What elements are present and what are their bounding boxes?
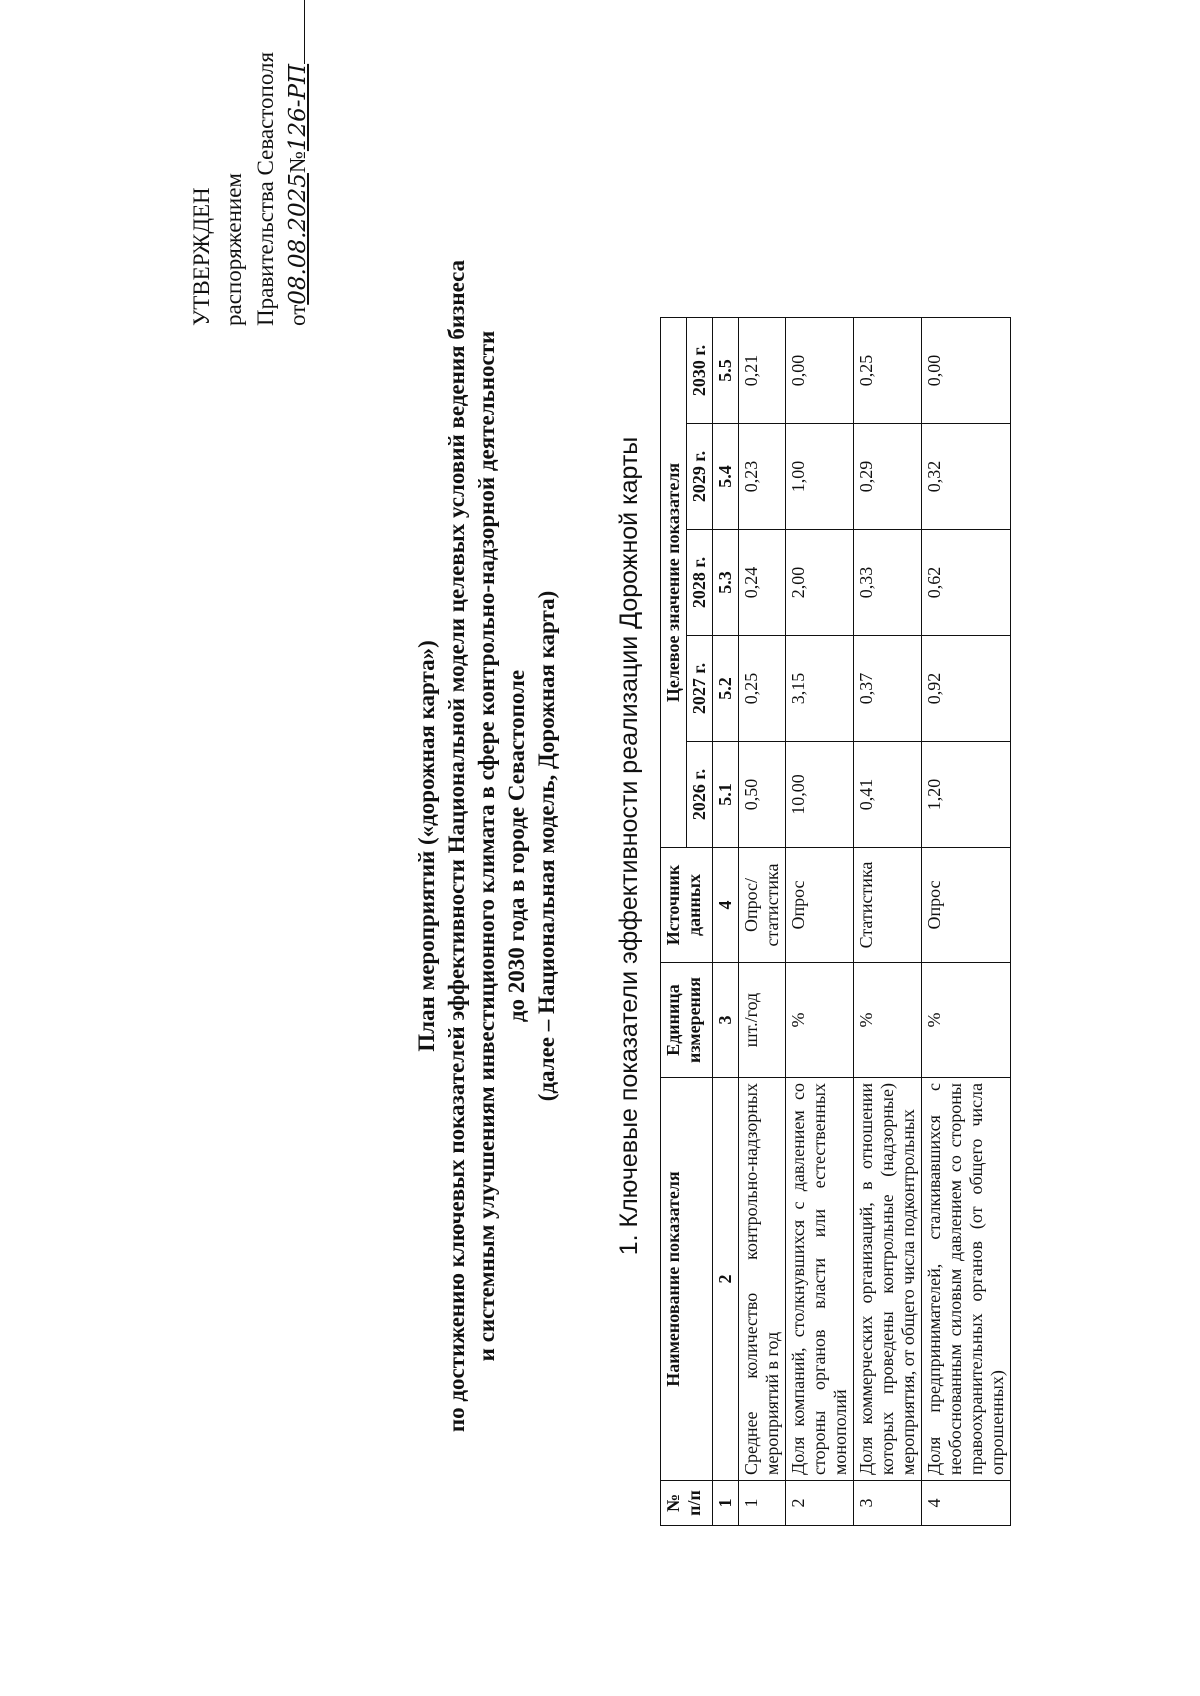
target-value: 10,00 <box>786 742 854 848</box>
header-year: 2030 г. <box>687 318 713 424</box>
indicator-name: Доля предпринимателей, сталкивавшихся с необоснованным силовым давлением со стороны правоохранительных органов (от общего числа опрошенных) <box>922 1078 1011 1481</box>
header-unit: Единица измерения <box>661 963 713 1078</box>
indicator-unit: шт./год <box>739 963 786 1078</box>
row-number: 3 <box>854 1481 922 1526</box>
indicator-source: Опрос/ статистика <box>739 848 786 963</box>
table-row <box>922 318 1011 1526</box>
section-title: 1. Ключевые показатели эффективности реализации Дорожной карты <box>615 436 643 1256</box>
approval-line3: Правительства Севастополя <box>253 51 278 326</box>
approval-stamp <box>186 0 314 326</box>
column-number: 4 <box>713 848 739 963</box>
target-value: 0,92 <box>922 636 1011 742</box>
column-number-row <box>713 318 739 1526</box>
target-value: 0,25 <box>739 636 786 742</box>
document-title <box>412 146 562 1546</box>
table-row <box>786 318 854 1526</box>
indicator-unit: % <box>854 963 922 1078</box>
approval-underline <box>304 0 305 64</box>
header-year: 2027 г. <box>687 636 713 742</box>
target-value: 0,21 <box>739 318 786 424</box>
target-value: 2,00 <box>786 530 854 636</box>
approval-heading: УТВЕРЖДЕН <box>189 187 214 326</box>
header-year: 2029 г. <box>687 424 713 530</box>
target-value: 0,50 <box>739 742 786 848</box>
target-value: 0,24 <box>739 530 786 636</box>
approval-date-number <box>282 0 314 326</box>
indicator-name: Доля коммерческих организаций, в отношении которых проведены контрольные (надзорные) мероприятия, от общего числа подконтрольных <box>854 1078 922 1481</box>
target-value: 1,20 <box>922 742 1011 848</box>
table-row <box>739 318 786 1526</box>
approval-date: 08.08.2025 <box>285 173 311 305</box>
title-line-4: до 2030 года в городе Севастополе <box>504 669 529 1023</box>
title-line-5: (далее – Национальная модель, Дорожная карта) <box>534 590 559 1102</box>
table-header-row <box>661 318 687 1526</box>
title-line-1: План мероприятий («дорожная карта») <box>414 640 439 1052</box>
header-year: 2026 г. <box>687 742 713 848</box>
row-number: 4 <box>922 1481 1011 1526</box>
kpi-table <box>660 317 1011 1526</box>
title-line-2: по достижению ключевых показателей эффективности Национальной модели целевых условий ведения бизнеса <box>444 259 469 1433</box>
target-value: 0,33 <box>854 530 922 636</box>
row-number: 2 <box>786 1481 854 1526</box>
target-value: 0,25 <box>854 318 922 424</box>
table-row <box>854 318 922 1526</box>
target-value: 0,23 <box>739 424 786 530</box>
row-number: 1 <box>739 1481 786 1526</box>
target-value: 0,00 <box>922 318 1011 424</box>
indicator-unit: % <box>786 963 854 1078</box>
target-value: 0,29 <box>854 424 922 530</box>
header-year: 2028 г. <box>687 530 713 636</box>
approval-number-sign: № <box>285 151 310 174</box>
indicator-unit: % <box>922 963 1011 1078</box>
column-number: 5.5 <box>713 318 739 424</box>
column-number: 5.2 <box>713 636 739 742</box>
header-no: № п/п <box>661 1481 713 1526</box>
title-line-3: и системным улучшениям инвестиционного климата в сфере контрольно-надзорной деятельности <box>474 330 499 1362</box>
target-value: 0,32 <box>922 424 1011 530</box>
column-number: 5.3 <box>713 530 739 636</box>
column-number: 5.1 <box>713 742 739 848</box>
indicator-source: Статистика <box>854 848 922 963</box>
target-value: 0,37 <box>854 636 922 742</box>
target-value: 1,00 <box>786 424 854 530</box>
header-target: Целевое значение показателя <box>661 318 687 848</box>
target-value: 0,00 <box>786 318 854 424</box>
header-source: Источник данных <box>661 848 713 963</box>
column-number: 3 <box>713 963 739 1078</box>
approval-prefix: от <box>285 304 310 326</box>
column-number: 2 <box>713 1078 739 1481</box>
indicator-name: Среднее количество контрольно-надзорных мероприятий в год <box>739 1078 786 1481</box>
target-value: 0,62 <box>922 530 1011 636</box>
target-value: 3,15 <box>786 636 854 742</box>
indicator-name: Доля компаний, столкнувшихся с давлением со стороны органов власти или естественных монополий <box>786 1078 854 1481</box>
column-number: 5.4 <box>713 424 739 530</box>
approval-number: 126-РП <box>285 63 311 152</box>
indicator-source: Опрос <box>922 848 1011 963</box>
indicator-source: Опрос <box>786 848 854 963</box>
header-name: Наименование показателя <box>661 1078 713 1481</box>
column-number: 1 <box>713 1481 739 1526</box>
target-value: 0,41 <box>854 742 922 848</box>
approval-line2: распоряжением <box>221 173 246 326</box>
